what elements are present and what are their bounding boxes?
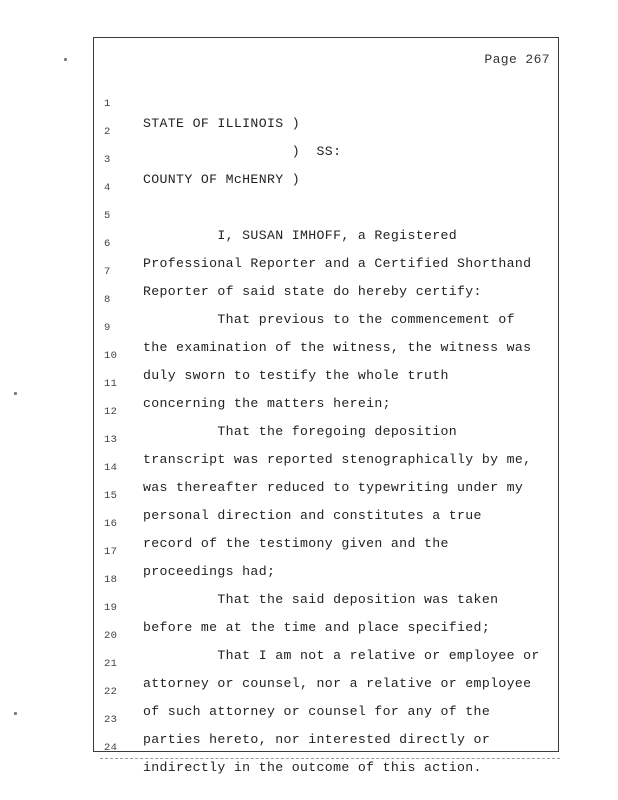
line-number: 24 xyxy=(104,742,118,754)
line-number: 17 xyxy=(104,546,118,558)
scan-speck xyxy=(14,712,17,715)
line-number: 7 xyxy=(104,266,111,278)
line-text: the examination of the witness, the witness was xyxy=(143,340,532,355)
line-text: was thereafter reduced to typewriting under my xyxy=(143,480,524,495)
line-text: record of the testimony given and the xyxy=(143,536,449,551)
line-text: I, SUSAN IMHOFF, a Registered xyxy=(143,228,458,243)
transcript-page xyxy=(93,37,559,775)
line-number: 15 xyxy=(104,490,118,502)
line-number: 9 xyxy=(104,322,111,334)
line-number: 19 xyxy=(104,602,118,614)
scan-speck xyxy=(64,58,67,61)
line-text: indirectly in the outcome of this action. xyxy=(143,760,482,775)
line-text: COUNTY OF McHENRY ) xyxy=(143,172,301,187)
line-text: of such attorney or counsel for any of the xyxy=(143,704,491,719)
line-text: That previous to the commencement of xyxy=(143,312,515,327)
line-number: 13 xyxy=(104,434,118,446)
line-text: ) SS: xyxy=(143,144,342,159)
line-number: 4 xyxy=(104,182,111,194)
line-number: 22 xyxy=(104,686,118,698)
line-number: 1 xyxy=(104,98,111,110)
line-number: 20 xyxy=(104,630,118,642)
bottom-rule xyxy=(100,758,560,759)
line-number: 2 xyxy=(104,126,111,138)
page-number: Page 267 xyxy=(484,52,550,67)
line-text: parties hereto, nor interested directly or xyxy=(143,732,491,747)
line-text: proceedings had; xyxy=(143,564,276,579)
line-number: 16 xyxy=(104,518,118,530)
line-text: attorney or counsel, nor a relative or employee xyxy=(143,676,532,691)
line-number: 21 xyxy=(104,658,118,670)
line-number: 5 xyxy=(104,210,111,222)
line-text: personal direction and constitutes a true xyxy=(143,508,482,523)
line-text: Reporter of said state do hereby certify: xyxy=(143,284,482,299)
line-text: Professional Reporter and a Certified Shorthand xyxy=(143,256,532,271)
line-number: 8 xyxy=(104,294,111,306)
transcript-line xyxy=(94,74,560,131)
line-number: 12 xyxy=(104,406,118,418)
line-text: STATE OF ILLINOIS ) xyxy=(143,116,301,131)
line-text: before me at the time and place specified; xyxy=(143,620,491,635)
line-text: concerning the matters herein; xyxy=(143,396,391,411)
line-text: duly sworn to testify the whole truth xyxy=(143,368,449,383)
line-number: 23 xyxy=(104,714,118,726)
scan-speck xyxy=(14,392,17,395)
line-text: That I am not a relative or employee or xyxy=(143,648,540,663)
line-text: transcript was reported stenographically by me, xyxy=(143,452,532,467)
transcript-line xyxy=(94,186,560,243)
line-text: That the said deposition was taken xyxy=(143,592,499,607)
line-number: 6 xyxy=(104,238,111,250)
line-number: 3 xyxy=(104,154,111,166)
line-number: 10 xyxy=(104,350,118,362)
line-number: 11 xyxy=(104,378,118,390)
line-text: That the foregoing deposition xyxy=(143,424,458,439)
line-number: 18 xyxy=(104,574,118,586)
line-number: 14 xyxy=(104,462,118,474)
